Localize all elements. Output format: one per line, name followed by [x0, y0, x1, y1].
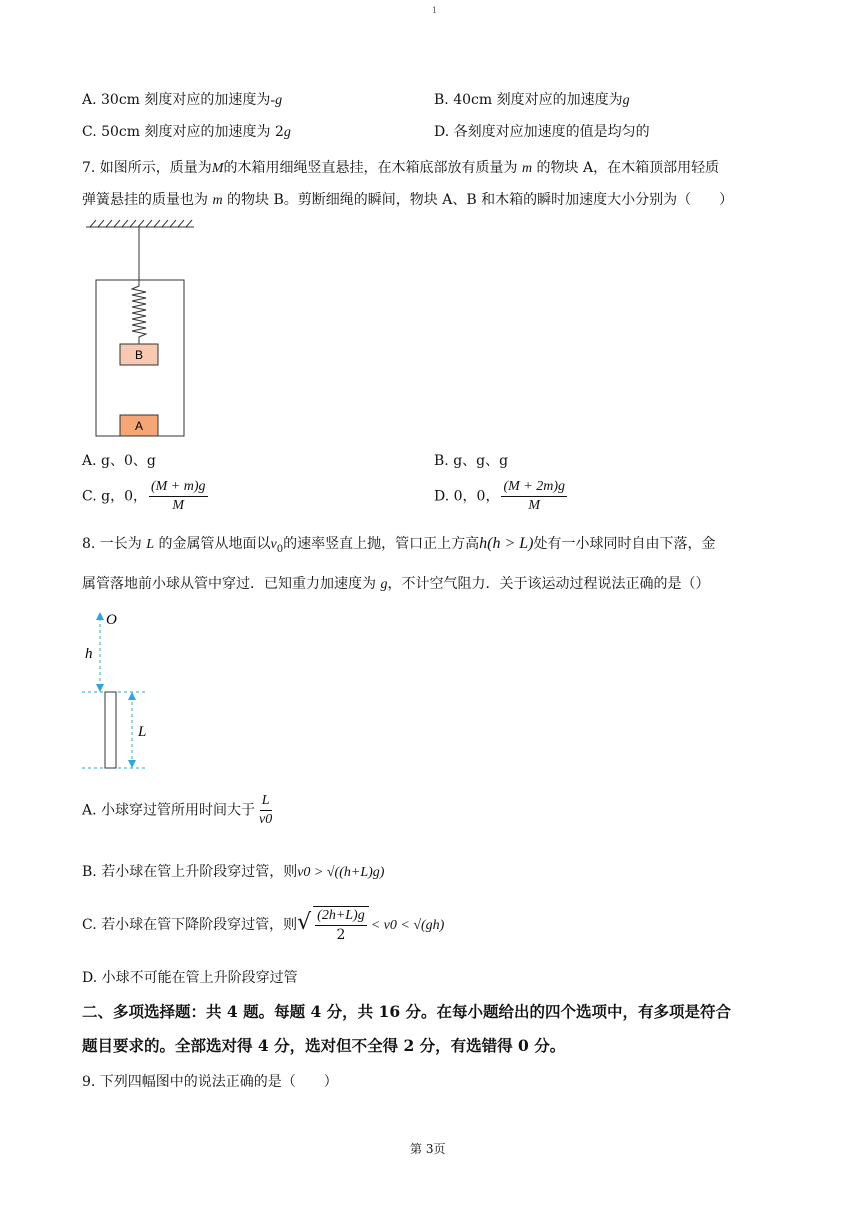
q7-box-spring-figure: [80, 218, 210, 442]
ceiling-hatch: [86, 220, 194, 227]
q8-tube-figure: [80, 608, 170, 774]
q7-stem-line2: 弹簧悬挂的质量也为 m 的物块 B。剪断细绳的瞬间，物块 A、B 和木箱的瞬时加速度大小分别为（ ）: [82, 192, 734, 208]
q7-option-a: A. g、0、g: [82, 453, 156, 469]
label-l: L: [138, 724, 147, 740]
block-b-label: B: [134, 348, 144, 362]
q6-option-c: C. 50cm 刻度对应的加速度为 2g: [82, 124, 291, 140]
q6-option-d: D. 各刻度对应加速度的值是均匀的: [434, 124, 650, 140]
q7-option-c: C. g，0， $\frac{(M + m)g}{M}$: [82, 479, 206, 513]
q7-option-d: D. 0，0， $\frac{(M + 2m)g}{M}$: [434, 479, 565, 513]
q6-option-b: B. 40cm 刻度对应的加速度为g: [434, 92, 630, 108]
metal-tube: [105, 692, 116, 768]
block-a-label: A: [134, 419, 144, 433]
q8-option-b: B. 若小球在管上升阶段穿过管，则v0 > √((h+L)g): [82, 864, 385, 880]
spring: [132, 280, 146, 344]
q7-stem-line1: 7. 如图所示，质量为M的木箱用细绳竖直悬挂，在木箱底部放有质量为 m 的物块 A，在木箱顶部用轻质: [82, 160, 720, 176]
q8-stem-line2: 属管落地前小球从管中穿过．已知重力加速度为 g，不计空气阻力．关于该运动过程说法正确的是（）: [82, 576, 710, 592]
q8-option-d: D. 小球不可能在管上升阶段穿过管: [82, 970, 298, 986]
q8-option-c: C. 若小球在管下降阶段穿过管，则√ $\frac{(2h+L)g}{2}$ < v0 < √(gh): [82, 908, 445, 943]
q7-option-b: B. g、g、g: [434, 453, 509, 469]
q9-stem: 9. 下列四幅图中的说法正确的是（ ）: [82, 1074, 338, 1090]
label-h: h: [85, 646, 93, 662]
q6-option-a: A. 30cm 刻度对应的加速度为-g: [82, 92, 283, 108]
section2-heading-line1: 二、多项选择题：共 4 题。每题 4 分，共 16 分。在每小题给出的四个选项中，有多项是符合: [82, 1002, 732, 1021]
label-o: O: [106, 612, 117, 628]
section2-heading-line2: 题目要求的。全部选对得 4 分，选对但不全得 2 分，有选错得 0 分。: [82, 1036, 566, 1055]
q8-stem-line1: 8. 一长为 L 的金属管从地面以$v_0$的速率竖直上抛，管口正上方高h(h > L)处有一小球同时自由下落，金: [82, 535, 716, 555]
q8-option-a: A. 小球穿过管所用时间大于 $\frac{L}{v0}$: [82, 793, 273, 827]
page-footer: 第 3页: [410, 1142, 446, 1156]
header-mark: 1: [432, 6, 438, 15]
